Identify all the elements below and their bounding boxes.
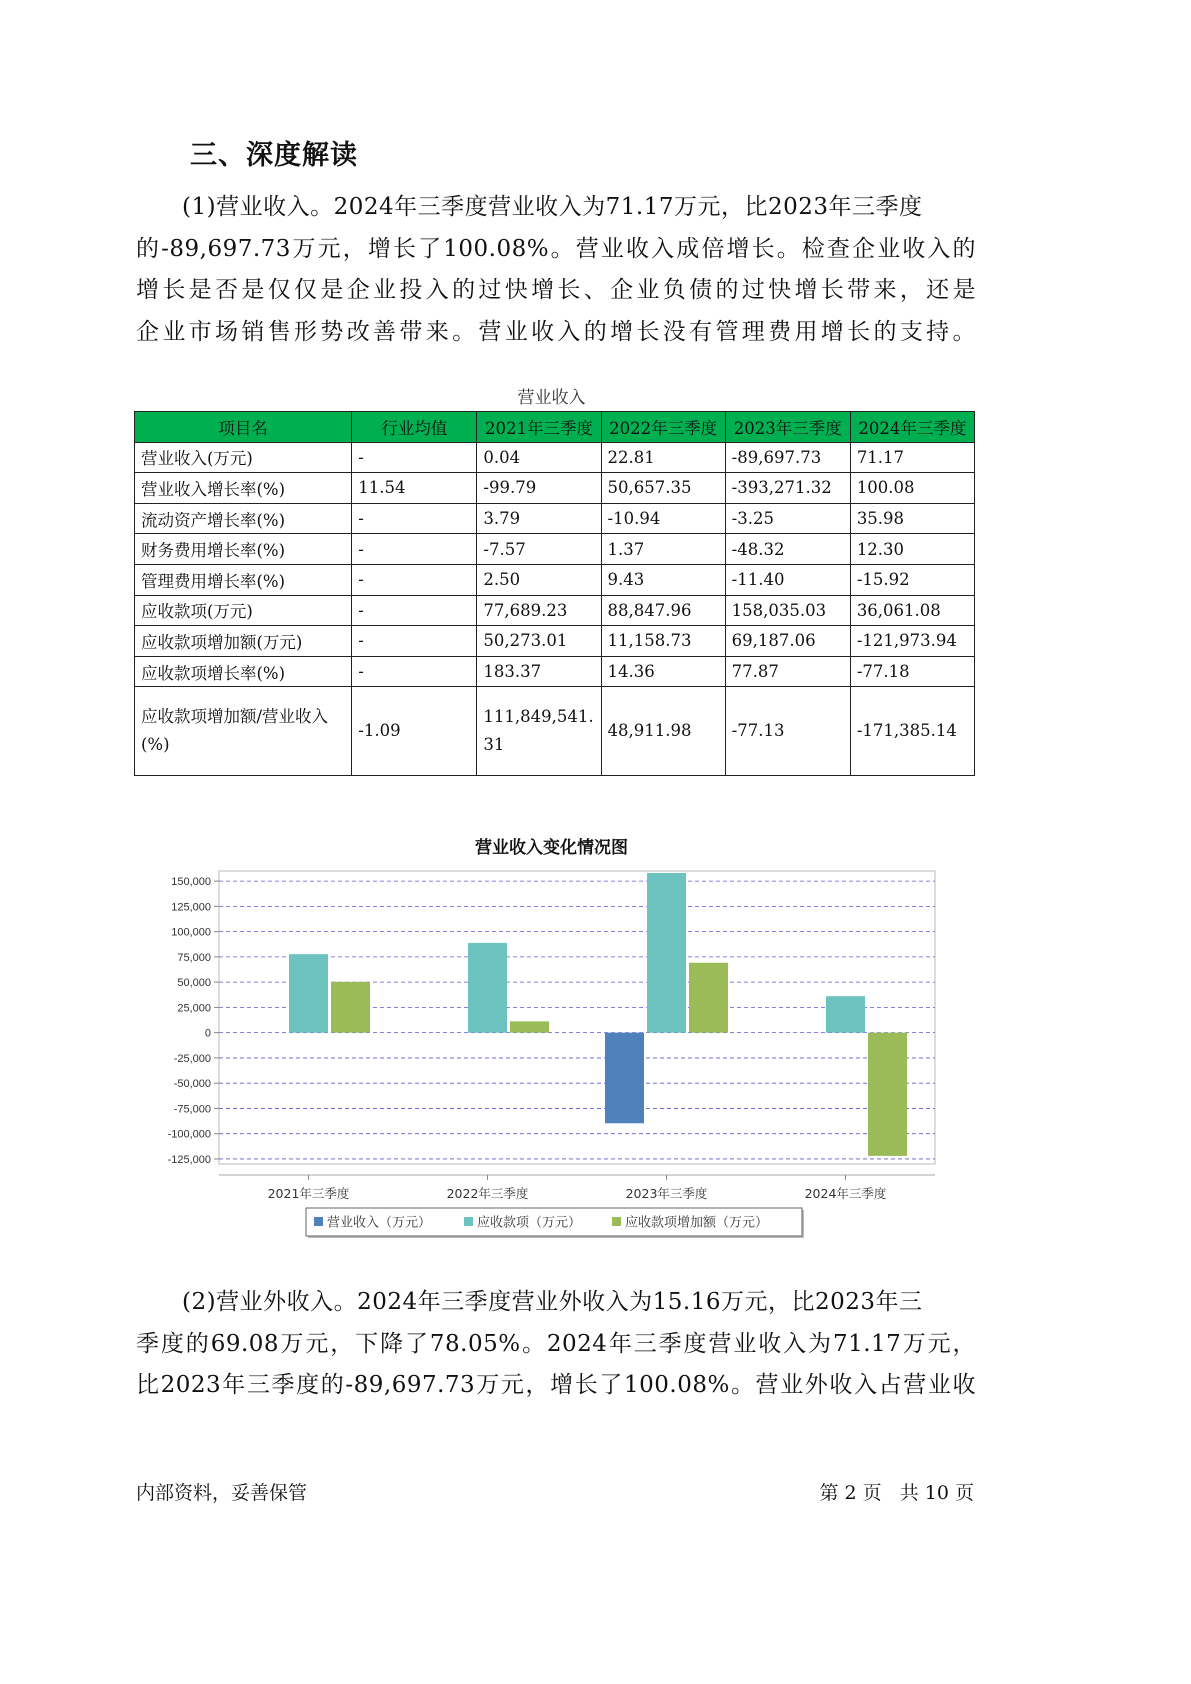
section-heading: 三、深度解读: [190, 140, 358, 171]
y-tick-label: 75,000: [177, 951, 211, 964]
table-cell: -89,697.73: [725, 442, 850, 473]
table-header-cell: 2024年三季度: [850, 412, 974, 443]
table-cell: 36,061.08: [850, 595, 974, 626]
table-cell: 14.36: [601, 656, 725, 687]
row-label-cell: 管理费用增长率(%): [135, 564, 352, 595]
table-row: [135, 656, 975, 687]
x-tick-label: 2024年三季度: [804, 1186, 887, 1201]
revenue-bar-chart: [140, 860, 970, 1250]
table-cell: 1.37: [601, 534, 725, 565]
table-cell: -: [352, 564, 477, 595]
row-label-cell: 流动资产增长率(%): [135, 503, 352, 534]
paragraph-non-operating-income: [136, 1282, 976, 1407]
table-cell: 69,187.06: [725, 626, 850, 657]
legend-label: 应收款项（万元）: [477, 1215, 582, 1231]
paragraph-line: (2)营业外收入。2024年三季度营业外收入为15.16万元，比2023年三: [182, 1289, 923, 1315]
y-tick-label: -125,000: [167, 1153, 211, 1166]
table-header-cell: 行业均值: [352, 412, 477, 443]
table-row: [135, 564, 975, 595]
legend-swatch: [314, 1217, 323, 1226]
table-cell: 0.04: [477, 442, 601, 473]
table-cell: 158,035.03: [725, 595, 850, 626]
table-cell: -48.32: [725, 534, 850, 565]
table-cell: 100.08: [850, 473, 974, 504]
legend-swatch: [464, 1217, 473, 1226]
bar: [647, 873, 686, 1033]
paragraph-line: 增长是否是仅仅是企业投入的过快增长、企业负债的过快增长带来，还是: [136, 277, 976, 303]
table-header-cell: 2021年三季度: [477, 412, 601, 443]
table-header-cell: 2023年三季度: [725, 412, 850, 443]
table-cell: 71.17: [850, 442, 974, 473]
table-row: [135, 442, 975, 473]
table-cell: -: [352, 595, 477, 626]
table-cell: -99.79: [477, 473, 601, 504]
bar: [468, 943, 507, 1033]
bar: [289, 954, 328, 1032]
legend-label: 应收款项增加额（万元）: [625, 1215, 769, 1231]
x-tick-label: 2023年三季度: [625, 1186, 708, 1201]
table-cell: -77.18: [850, 656, 974, 687]
x-tick-label: 2022年三季度: [446, 1186, 529, 1201]
table-cell: 111,849,541.31: [477, 687, 601, 776]
paragraph-line: 企业市场销售形势改善带来。营业收入的增长没有管理费用增长的支持。: [136, 318, 976, 345]
table-cell: -171,385.14: [850, 687, 974, 776]
legend-swatch: [612, 1217, 621, 1226]
table-cell: -393,271.32: [725, 473, 850, 504]
table-cell: -1.09: [352, 687, 477, 776]
table-header-cell: 2022年三季度: [601, 412, 725, 443]
table-row: [135, 503, 975, 534]
table-header-row: [135, 412, 975, 443]
y-tick-label: -25,000: [173, 1052, 211, 1065]
table-cell: -3.25: [725, 503, 850, 534]
table-title: 营业收入: [517, 388, 586, 408]
y-tick-label: 25,000: [177, 1002, 211, 1015]
bar: [689, 963, 728, 1033]
table-cell: 48,911.98: [601, 687, 725, 776]
y-tick-label: 100,000: [171, 926, 211, 939]
table-cell: 88,847.96: [601, 595, 725, 626]
table-cell: 77,689.23: [477, 595, 601, 626]
revenue-table: [134, 411, 975, 776]
paragraph-line: (1)营业收入。2024年三季度营业收入为71.17万元，比2023年三季度: [182, 194, 923, 220]
row-label-cell: 应收款项增长率(%): [135, 656, 352, 687]
bar: [826, 996, 865, 1032]
table-row: [135, 595, 975, 626]
table-cell: -: [352, 656, 477, 687]
table-cell: 2.50: [477, 564, 601, 595]
table-cell: 35.98: [850, 503, 974, 534]
chart-title: 营业收入变化情况图: [475, 838, 628, 858]
bar: [868, 1033, 907, 1156]
bar: [331, 982, 370, 1033]
table-row: [135, 534, 975, 565]
table-cell: -: [352, 503, 477, 534]
table-row: [135, 687, 975, 776]
paragraph-line: 季度的69.08万元，下降了78.05%。2024年三季度营业收入为71.17万元，: [136, 1330, 976, 1357]
table-cell: 11.54: [352, 473, 477, 504]
row-label-cell: 营业收入(万元): [135, 442, 352, 473]
y-tick-label: 0: [204, 1027, 211, 1040]
table-cell: 3.79: [477, 503, 601, 534]
y-tick-label: 150,000: [171, 876, 211, 889]
table-header-cell: 项目名: [135, 412, 352, 443]
y-tick-label: -50,000: [173, 1078, 211, 1091]
paragraph-line: 的-89,697.73万元，增长了100.08%。营业收入成倍增长。检查企业收入的: [136, 235, 976, 262]
row-label-cell: 应收款项增加额/营业收入(%): [135, 687, 352, 776]
paragraph-line: 比2023年三季度的-89,697.73万元，增长了100.08%。营业外收入占营业收: [136, 1372, 976, 1398]
table-cell: -15.92: [850, 564, 974, 595]
paragraph-operating-revenue: [136, 187, 976, 353]
table-cell: -77.13: [725, 687, 850, 776]
footer-note: 内部资料，妥善保管: [136, 1482, 308, 1504]
bar: [605, 1033, 644, 1124]
y-tick-label: 50,000: [177, 977, 211, 990]
y-tick-label: -75,000: [173, 1103, 211, 1116]
table-cell: 11,158.73: [601, 626, 725, 657]
table-cell: -11.40: [725, 564, 850, 595]
table-cell: 50,657.35: [601, 473, 725, 504]
x-tick-label: 2021年三季度: [267, 1186, 350, 1201]
table-cell: 77.87: [725, 656, 850, 687]
page-number: 第 2 页 共 10 页: [819, 1482, 974, 1504]
table-cell: 50,273.01: [477, 626, 601, 657]
row-label-cell: 财务费用增长率(%): [135, 534, 352, 565]
row-label-cell: 营业收入增长率(%): [135, 473, 352, 504]
row-label-cell: 应收款项(万元): [135, 595, 352, 626]
y-tick-label: 125,000: [171, 901, 211, 914]
y-tick-label: -100,000: [167, 1128, 211, 1141]
table-cell: 22.81: [601, 442, 725, 473]
row-label-cell: 应收款项增加额(万元): [135, 626, 352, 657]
table-cell: 9.43: [601, 564, 725, 595]
legend-label: 营业收入（万元）: [327, 1215, 432, 1231]
table-row: [135, 626, 975, 657]
bar: [510, 1021, 549, 1032]
table-cell: 12.30: [850, 534, 974, 565]
table-row: [135, 473, 975, 504]
table-cell: -: [352, 442, 477, 473]
table-cell: -10.94: [601, 503, 725, 534]
table-cell: 183.37: [477, 656, 601, 687]
table-cell: -: [352, 534, 477, 565]
table-cell: -: [352, 626, 477, 657]
table-cell: -121,973.94: [850, 626, 974, 657]
table-cell: -7.57: [477, 534, 601, 565]
